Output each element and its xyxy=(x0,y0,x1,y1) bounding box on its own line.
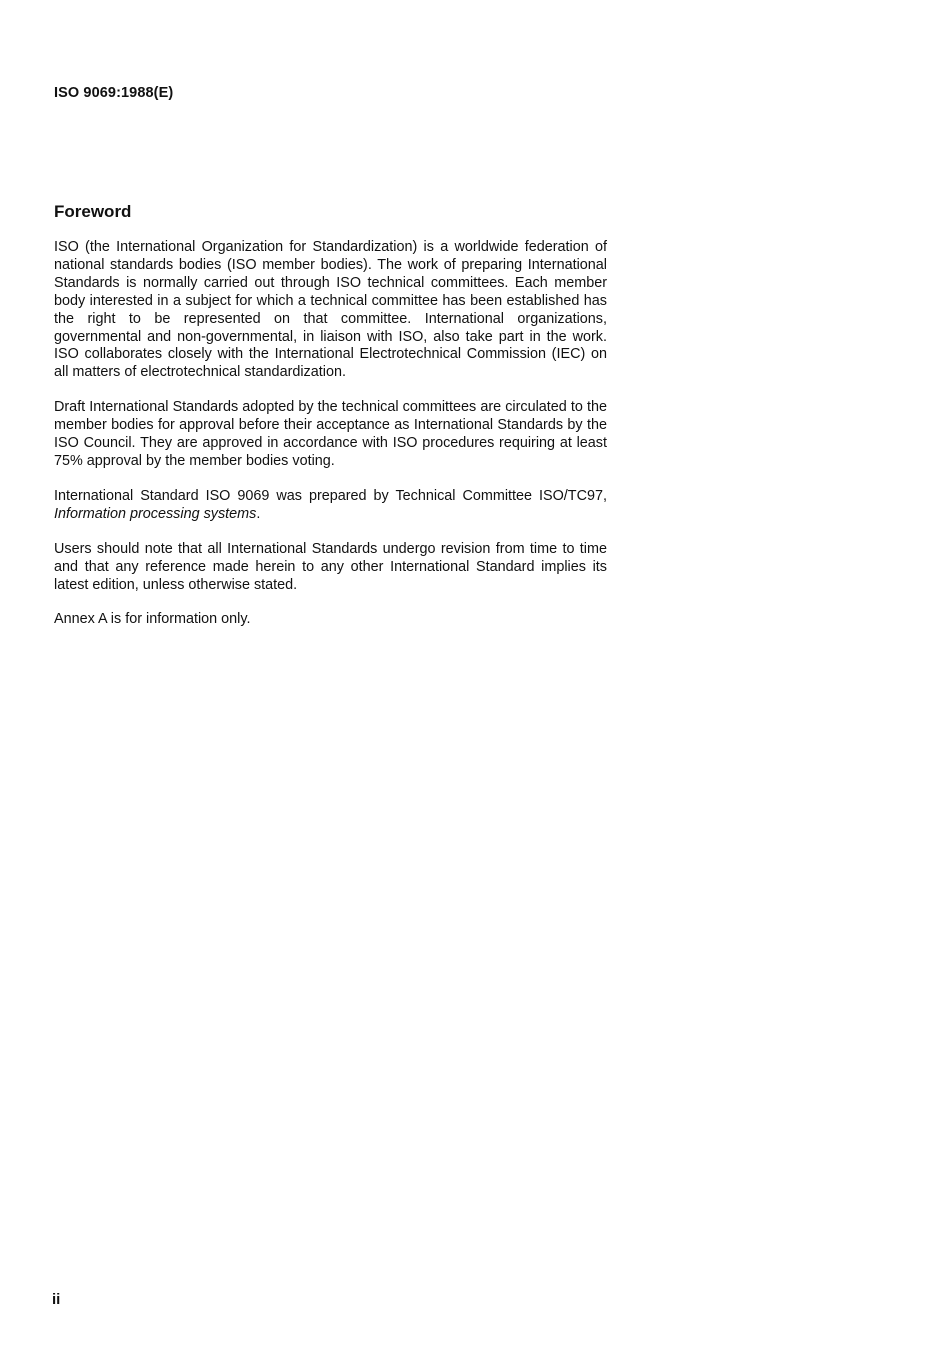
foreword-paragraph-annex: Annex A is for information only. xyxy=(54,611,251,628)
prepared-by-text: International Standard ISO 9069 was prepared by Technical Committee ISO/TC97, xyxy=(54,487,607,504)
foreword-paragraph-iso: ISO (the International Organization for Standardization) is a worldwide federation of national standards bodies (ISO member bodies). The work of preparing International Standards is normally carried out through ISO technical committees. Each member body interested in a subject for which a technical committee has been established has the right to be represented on that committee. International organizations, governmental and non-governmental, in liaison with ISO, also take part in the work. ISO collaborates closely with the International Electrotechnical Commission (IEC) on all matters of electrotechnical standardization. xyxy=(54,239,607,381)
committee-title: Information processing systems xyxy=(54,505,257,522)
foreword-paragraph-draft-standards: Draft International Standards adopted by the technical committees are circulated to the member bodies for approval before their acceptance as International Standards by the ISO Council. They are approved in accordance with ISO procedures requiring at least 75% approval by the member bodies voting. xyxy=(54,399,607,469)
document-code: ISO 9069:1988(E) xyxy=(54,85,174,101)
prepared-by-end: . xyxy=(256,505,261,522)
foreword-paragraph-prepared-by xyxy=(54,488,607,524)
foreword-paragraph-revision: Users should note that all International Standards undergo revision from time to time and that any reference made herein to any other International Standard implies its latest edition, unless otherwise stated. xyxy=(54,540,607,593)
foreword-heading: Foreword xyxy=(54,202,132,221)
page-number: ii xyxy=(52,1291,61,1308)
foreword-body xyxy=(54,239,607,646)
